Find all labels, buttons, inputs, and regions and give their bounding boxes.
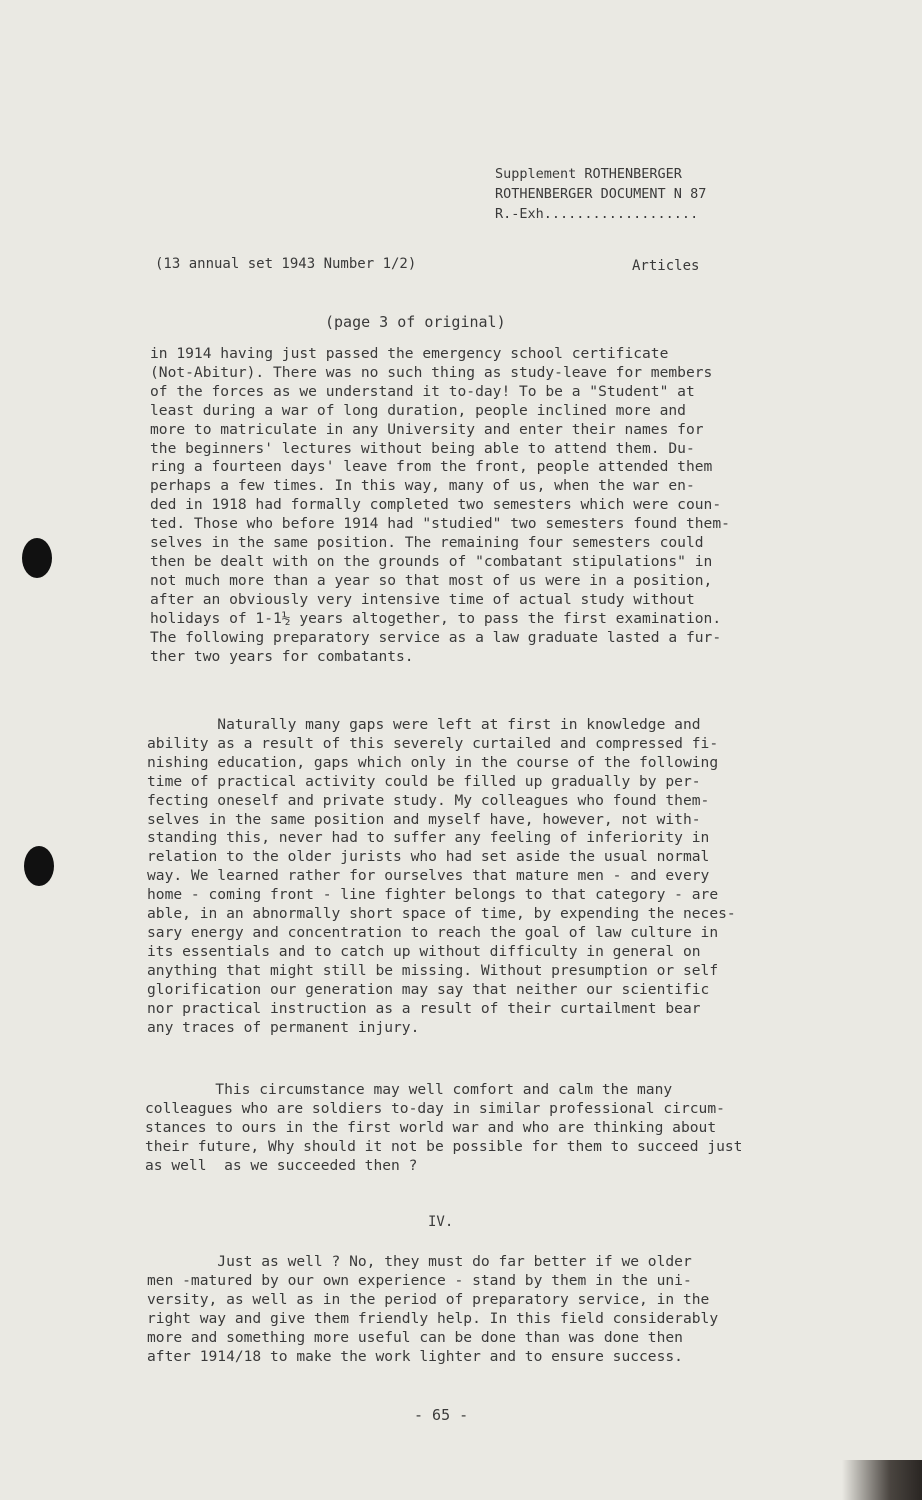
paragraph-3: This circumstance may well comfort and calm the many colleagues who are soldiers to-day in similar professional circum- stances to ours in the first world war and who are thinking about their future, Why should it not be possible for them to succeed just as well as we succeeded then ?	[145, 1081, 743, 1174]
page-number: - 65 -	[414, 1406, 469, 1424]
supplement-line-1: Supplement ROTHENBERGER	[495, 166, 682, 182]
supplement-stamp	[495, 164, 706, 224]
section-heading: IV.	[428, 1214, 454, 1230]
section-label: Articles	[632, 258, 700, 274]
supplement-line-2: ROTHENBERGER DOCUMENT N 87	[495, 186, 707, 202]
issue-reference: (13 annual set 1943 Number 1/2)	[155, 256, 417, 272]
paragraph-4: Just as well ? No, they must do far better if we older men -matured by our own experience - stand by them in the uni- versity, as well as in the period of preparatory service, in the right way and give them friendly help. In this field considerably more and something more useful can be done than was done then after 1914/18 to make the work lighter and to ensure success.	[147, 1253, 719, 1365]
paragraph-2: Naturally many gaps were left at first in knowledge and ability as a result of this severely curtailed and compressed fi- nishing education, gaps which only in the course of the following time of practical activity could be filled up gradually by per- fecting oneself and private study. My colleagues who found them- selves in the same position and myself have, however, not with- standing this, never had to suffer any feeling of inferiority in relation to the older jurists who had set aside the usual normal way. We learned rather for ourselves that mature men - and every home - coming front - line fighter belongs to that category - are able, in an abnormally short space of time, by expending the neces- sary energy and concentration to reach the goal of law culture in its essentials and to catch up without difficulty in general on anything that might still be missing. Without presumption or self glorification our generation may say that neither our scientific nor practical instruction as a result of their curtailment bear any traces of permanent injury.	[147, 716, 736, 1036]
original-page-reference: (page 3 of original)	[325, 313, 506, 331]
page-edge-shadow	[842, 1460, 922, 1500]
supplement-line-3: R.-Exh...................	[495, 206, 699, 222]
punch-hole-bottom	[24, 846, 54, 886]
punch-hole-top	[22, 538, 52, 578]
paragraph-1: in 1914 having just passed the emergency school certificate (Not-Abitur). There was no such thing as study-leave for members of the forces as we understand it to-day! To be a "Student" at least during a war of long duration, people inclined more and more to matriculate in any University and enter their names for the beginners' lectures without being able to attend them. Du- ring a fourteen days' leave from the front, people attended them perhaps a few times. In this way, many of us, when the war en- ded in 1918 had formally completed two semesters which were coun- ted. Those who before 1914 had "studied" two semesters found them- selves in the same position. The remaining four semesters could then be dealt with on the grounds of "combatant stipulations" in not much more than a year so that most of us were in a position, after an obviously very intensive time of actual study without holidays of 1-1½ years altogether, to pass the first examination. The following preparatory service as a law graduate lasted a fur- ther two years for combatants.	[150, 345, 730, 665]
